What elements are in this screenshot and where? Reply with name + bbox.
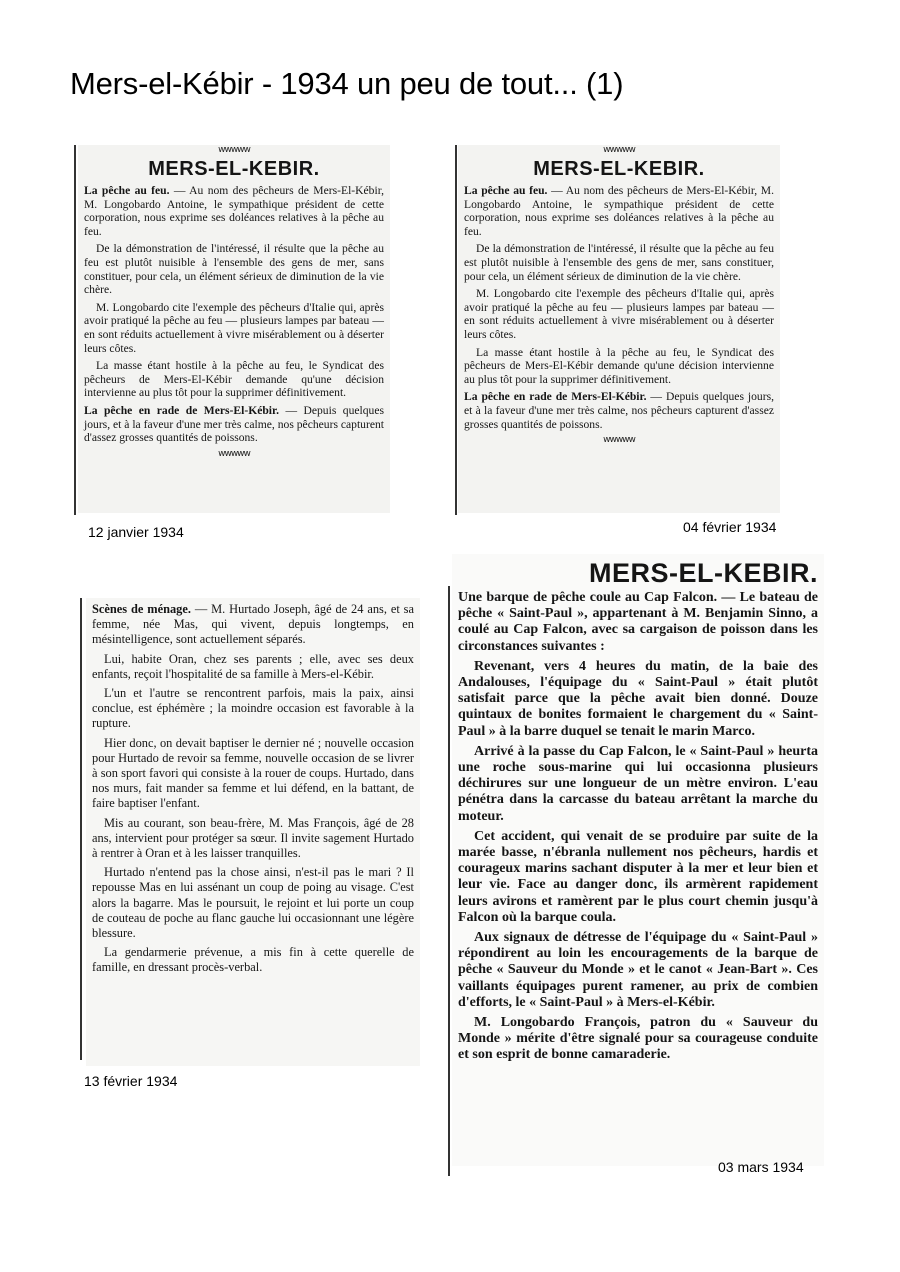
clipping-border-left — [448, 586, 450, 1176]
newspaper-clipping-12-janvier — [78, 145, 390, 513]
paragraph — [464, 184, 774, 238]
paragraph: Hier donc, on devait baptiser le dernier né ; nouvelle occasion pour Hurtado de revoir sa femme, nouvelle occasion de se livrer à son sport favori qui consiste à la rouer de coups. Hurtado, dans nos murs, fait mander sa femme et lui défend, en la battant, de faire baptiser l'enfant. — [92, 735, 414, 811]
paragraph — [92, 602, 414, 648]
paragraph-rubric: La pêche en rade de Mers-El-Kébir. — [464, 390, 647, 404]
paragraph: L'un et l'autre se rencontrent parfois, mais la paix, ainsi conclue, est éphémère ; la moindre occasion est favorable à la rupture. — [92, 686, 414, 731]
paragraph-text: — Depuis quelques jours, et à la faveur d'une mer très calme, nos pêcheurs capturent d'assez grosses quantités de poissons. — [464, 390, 774, 431]
paragraph: Hurtado n'entend pas la chose ainsi, n'est-il pas le mari ? Il repousse Mas en lui assénant un coup de poing au visage. C'est alors la bagarre. Mas le poursuit, le rejoint et lui porte un coup de couteau de poche au flanc gauche lui occasionnant une légère blessure. — [92, 865, 414, 941]
paragraph-rubric: Scènes de ménage. — [92, 602, 191, 616]
paragraph: Mis au courant, son beau-frère, M. Mas François, âgé de 28 ans, intervient pour protéger sa sœur. Il invite sagement Hurtado à rentrer à Oran et à les laisser tranquilles. — [92, 815, 414, 861]
paragraph: Cet accident, qui venait de se produire par suite de la marée basse, n'ébranla nullement nos pêcheurs, hardis et courageux marins sachant disputer à la mer et leur bien et leur vie. Face au danger donc, ils armèrent rapidement leurs avirons et ramèrent par le plus court chemin jusqu'à Falcon où la barque coula. — [458, 828, 818, 925]
paragraph: De la démonstration de l'intéressé, il résulte que la pêche au feu est plutôt nuisible à l'ensemble des gens de mer, sans constituer, pour cela, un élément sérieux de diminution de la vie chère. — [84, 242, 384, 297]
paragraph: La masse étant hostile à la pêche au feu, le Syndicat des pêcheurs de Mers-El-Kébir demande qu'une décision intervienne au plus tôt pour la supprimer définitivement. — [84, 359, 384, 400]
ornament-top: wwwww — [603, 145, 635, 155]
newspaper-clipping-03-mars — [452, 554, 824, 1166]
clipping-border-left — [80, 598, 82, 1060]
paragraph-text: — Au nom des pêcheurs de Mers-El-Kébir, M. Longobardo Antoine, le sympathique président de cette corporation, nous exprime ses doléances relatives à la pêche au feu. — [84, 184, 384, 238]
clipping-date: 03 mars 1934 — [718, 1159, 804, 1175]
ornament-bottom: wwwww — [603, 435, 635, 446]
newspaper-clipping-04-fevrier — [458, 145, 780, 513]
paragraph: M. Longobardo cite l'exemple des pêcheurs d'Italie qui, après avoir pratiqué la pêche au feu — plusieurs lampes par bateau — en sont réduits actuellement à vivre misérablement ou à déserter leurs côtes. — [464, 287, 774, 341]
paragraph: Revenant, vers 4 heures du matin, de la baie des Andalouses, l'équipage du « Saint-Paul » était plutôt satisfait parce que la pêche avait bien donné. Douze quintaux de bonites formaient le chargement du « Saint-Paul » à la barre duquel se tenait le marin Marco. — [458, 658, 818, 739]
paragraph — [458, 590, 818, 655]
clipping-headline: MERS-EL-KEBIR. — [148, 158, 320, 180]
paragraph: M. Longobardo François, patron du « Sauveur du Monde » mérite d'être signalé pour sa courageuse conduite et son esprit de bonne camaraderie. — [458, 1015, 818, 1063]
paragraph: M. Longobardo cite l'exemple des pêcheurs d'Italie qui, après avoir pratiqué la pêche au feu — plusieurs lampes par bateau — en sont réduits actuellement à vivre misérablement ou à déserter leurs côtes. — [84, 300, 384, 355]
clipping-border-left — [455, 145, 457, 515]
paragraph-rubric: La pêche au feu. — [84, 184, 170, 197]
clipping-date: 04 février 1934 — [683, 519, 777, 535]
paragraph: La gendarmerie prévenue, a mis fin à cette querelle de famille, en dressant procès-verbal. — [92, 945, 414, 975]
clipping-headline: MERS-EL-KEBIR. — [533, 158, 705, 180]
paragraph-rubric: Une barque de pêche coule au Cap Falcon. — [458, 590, 718, 605]
paragraph: La masse étant hostile à la pêche au feu, le Syndicat des pêcheurs de Mers-El-Kébir demande qu'une décision intervienne au plus tôt pour la supprimer définitivement. — [464, 345, 774, 386]
clipping-date: 13 février 1934 — [84, 1073, 178, 1089]
newspaper-clipping-13-fevrier — [86, 598, 420, 1066]
clipping-headline: MERS-EL-KEBIR. — [589, 558, 818, 588]
ornament-top: wwwww — [218, 145, 250, 155]
ornament-bottom: wwwww — [218, 448, 250, 459]
paragraph: Lui, habite Oran, chez ses parents ; elle, avec ses deux enfants, reçoit l'hospitalité de sa famille à Mers-el-Kébir. — [92, 651, 414, 681]
clipping-date: 12 janvier 1934 — [88, 524, 184, 540]
paragraph-text: — Depuis quelques jours, et à la faveur d'une mer très calme, nos pêcheurs capturent d'assez grosses quantités de poissons. — [84, 403, 384, 445]
page-title: Mers-el-Kébir - 1934 un peu de tout... (1) — [70, 66, 624, 101]
paragraph: Arrivé à la passe du Cap Falcon, le « Saint-Paul » heurta une roche sous-marine qui lui occasionna plusieurs déchirures sur une longueur de un mètre environ. L'eau pénétra dans la carcasse du bateau arrêtant la marche du moteur. — [458, 743, 818, 824]
paragraph-rubric: La pêche en rade de Mers-El-Kébir. — [84, 403, 280, 417]
paragraph — [464, 390, 774, 431]
paragraph — [84, 404, 384, 445]
paragraph-text: — Au nom des pêcheurs de Mers-El-Kébir, M. Longobardo Antoine, le sympathique président de cette corporation, nous exprime ses doléances relatives à la pêche au feu. — [464, 184, 774, 238]
paragraph: Aux signaux de détresse de l'équipage du « Saint-Paul » répondirent au loin les encouragements de la barque de pêche « Sauveur du Monde » et le canot « Jean-Bart ». Ces vaillants équipages purent ramener, au prix de combien d'efforts, le « Saint-Paul » à Mers-el-Kébir. — [458, 930, 818, 1010]
paragraph-text: — Le bateau de pêche « Saint-Paul », appartenant à M. Benjamin Sinno, a coulé au Cap Falcon, avec sa cargaison de poisson dans les circonstances suivantes : — [458, 590, 818, 654]
paragraph-rubric: La pêche au feu. — [464, 184, 548, 197]
paragraph-text: — M. Hurtado Joseph, âgé de 24 ans, et sa femme, née Mas, qui vivent, depuis longtemps, en mésintelligence, sont actuellement séparés. — [92, 602, 414, 647]
clipping-border-left — [74, 145, 76, 515]
paragraph — [84, 184, 384, 238]
paragraph: De la démonstration de l'intéressé, il résulte que la pêche au feu est plutôt nuisible à l'ensemble des gens de mer, sans constituer, pour cela, un élément sérieux de diminution de la vie chère. — [464, 242, 774, 283]
